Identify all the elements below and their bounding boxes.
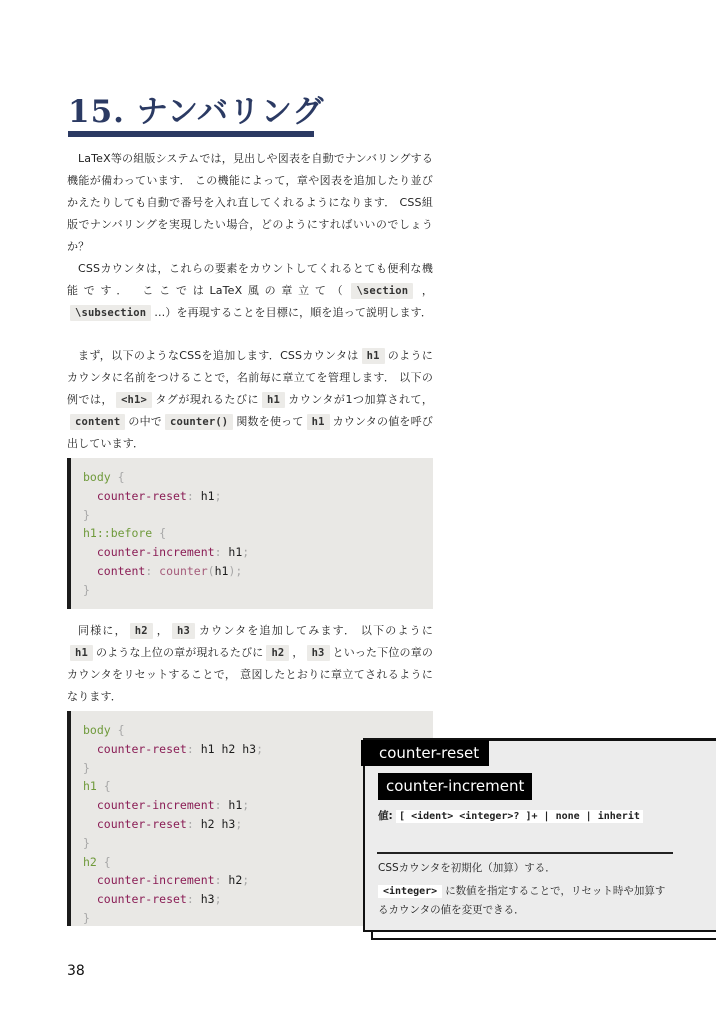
code-line [83, 581, 433, 600]
reference-divider [377, 852, 673, 854]
inline-code: counter() [165, 414, 233, 430]
code-token: : [186, 488, 201, 503]
title-underline [68, 131, 314, 137]
code-token: : [214, 545, 229, 560]
inline-code: \subsection [70, 305, 151, 321]
code-line [83, 468, 433, 487]
inline-code: h1 [262, 392, 285, 408]
code-token: counter-reset [83, 488, 187, 503]
code-token: : [214, 873, 229, 888]
reference-heading-counter-increment: counter-increment [378, 773, 532, 800]
inline-code: h3 [307, 645, 330, 661]
code-token: ; [235, 816, 243, 831]
code-token: ; [214, 892, 222, 907]
code-line [83, 506, 433, 525]
code-token: ( [207, 563, 215, 578]
paragraph-text: ， [292, 646, 304, 659]
code-token: } [83, 760, 90, 775]
inline-code: h2 [266, 645, 289, 661]
code-token: { [96, 854, 111, 869]
paragraph-first-example [67, 345, 433, 455]
reference-tab-counter-reset: counter-reset [361, 740, 489, 766]
code-line [83, 721, 433, 740]
code-line [83, 524, 433, 543]
inline-code: <h1> [116, 392, 152, 408]
code-token: h1 h2 h3 [200, 741, 257, 756]
code-token: : [186, 741, 201, 756]
code-line [83, 543, 433, 562]
paragraph-text: カウンタを追加してみます． 以下のように [197, 624, 433, 637]
value-syntax-code: [ <ident> <integer>? ]+ | none | inherit [396, 810, 643, 823]
inline-code: h1 [307, 414, 330, 430]
inline-code: h1 [70, 645, 93, 661]
code-token: content [83, 563, 146, 578]
paragraph-text: 関数を使って [236, 415, 304, 428]
code-line [83, 562, 433, 581]
code-token: ; [242, 798, 250, 813]
note-text: に数値を指定することで，リセット時や加算するカウンタの値を変更できる． [378, 885, 666, 916]
code-token: h1 [228, 545, 243, 560]
page-number: 38 [67, 963, 85, 979]
inline-code: h2 [130, 623, 153, 639]
code-token: { [110, 723, 125, 737]
paragraph-text: といった下位の章のカウンタをリセットすることで， 意図したとおりに章立てされるようになります． [67, 646, 434, 703]
code-token: { [152, 526, 167, 541]
code-token: body [83, 723, 111, 737]
paragraph-text: カウンタが1つ加算されて， [287, 393, 433, 406]
reference-description: CSSカウンタを初期化（加算）する． [378, 862, 556, 874]
code-token: counter-reset [83, 816, 187, 831]
code-token: h3 [200, 892, 215, 907]
code-token: body [83, 470, 111, 484]
code-token: h1 [214, 563, 229, 578]
code-token: counter [159, 563, 208, 578]
code-token: counter-increment [83, 798, 215, 813]
paragraph-text: ， [155, 624, 169, 637]
code-token: : [186, 892, 201, 907]
code-token: h1::before [83, 526, 153, 541]
code-token: counter-reset [83, 741, 187, 756]
inline-code: h1 [362, 348, 385, 364]
code-token: : [214, 798, 229, 813]
paragraph-text: の中で [128, 415, 163, 428]
inline-code: h3 [172, 623, 195, 639]
note-code-integer: <integer> [378, 885, 442, 898]
paragraph-text: タグが現れるたびに [154, 393, 259, 406]
code-token: ; [242, 873, 250, 888]
code-token: } [83, 835, 90, 850]
code-token: } [83, 910, 90, 925]
paragraph-text: LaTeX等の組版システムでは，見出しや図表を自動でナンバリングする機能が備わっています． この機能によって，章や図表を追加したり並びかえたりしても自動で番号を入れ直してくれるようになります． CSS組版でナンバリングを実現したい場合，どのようにすればいいのでしょうか？ [67, 152, 433, 253]
paragraph-text: カウンタの値を呼び出しています． [67, 415, 433, 450]
paragraph-text: CSSカウンタは，これらの要素をカウントしてくれるとても便利な機能です． ここではLaTeX風の章立て（ [67, 262, 433, 297]
paragraph-text: 同様に， [78, 624, 127, 637]
paragraph-css-counter [67, 258, 433, 324]
paragraph-h2-h3 [67, 620, 433, 708]
code-token: h2 [83, 854, 97, 869]
code-token: counter-reset [83, 892, 187, 907]
code-token: : [186, 816, 201, 831]
reference-note [378, 882, 674, 920]
inline-code: \section [351, 283, 413, 299]
value-label: 値: [378, 810, 393, 822]
code-token: h1 [228, 798, 243, 813]
code-token: : [145, 563, 160, 578]
paragraph-text: …）を再現することを目標に，順を追って説明します． [154, 306, 433, 319]
code-token: { [96, 779, 111, 794]
code-line [83, 487, 433, 506]
code-token: h1 [200, 488, 215, 503]
code-token: h1 [83, 779, 97, 794]
code-token: ; [214, 488, 222, 503]
code-token: ; [256, 741, 264, 756]
code-token: } [83, 582, 90, 597]
code-token: h2 [228, 873, 243, 888]
paragraph-text: まず，以下のようなCSSを追加します．CSSカウンタは [78, 349, 359, 362]
paragraph-text: のような上位の章が現れるたびに [95, 646, 264, 659]
paragraph-text: のようにカウンタに名前をつけることで，名前毎に章立てを管理します． 以下の例では， [67, 349, 433, 406]
code-token: h2 h3 [200, 816, 236, 831]
code-token: ); [228, 563, 243, 578]
paragraph-text: ， [416, 284, 433, 297]
chapter-title: 15. ナンバリング [68, 94, 325, 130]
code-token: ; [242, 545, 250, 560]
reference-value-syntax [378, 806, 674, 827]
inline-code: content [70, 414, 125, 430]
code-token: } [83, 507, 90, 522]
code-token: counter-increment [83, 873, 215, 888]
code-token: counter-increment [83, 545, 215, 560]
code-token: { [110, 470, 125, 484]
code-block-h1-counter [67, 458, 433, 609]
paragraph-intro [67, 148, 433, 258]
